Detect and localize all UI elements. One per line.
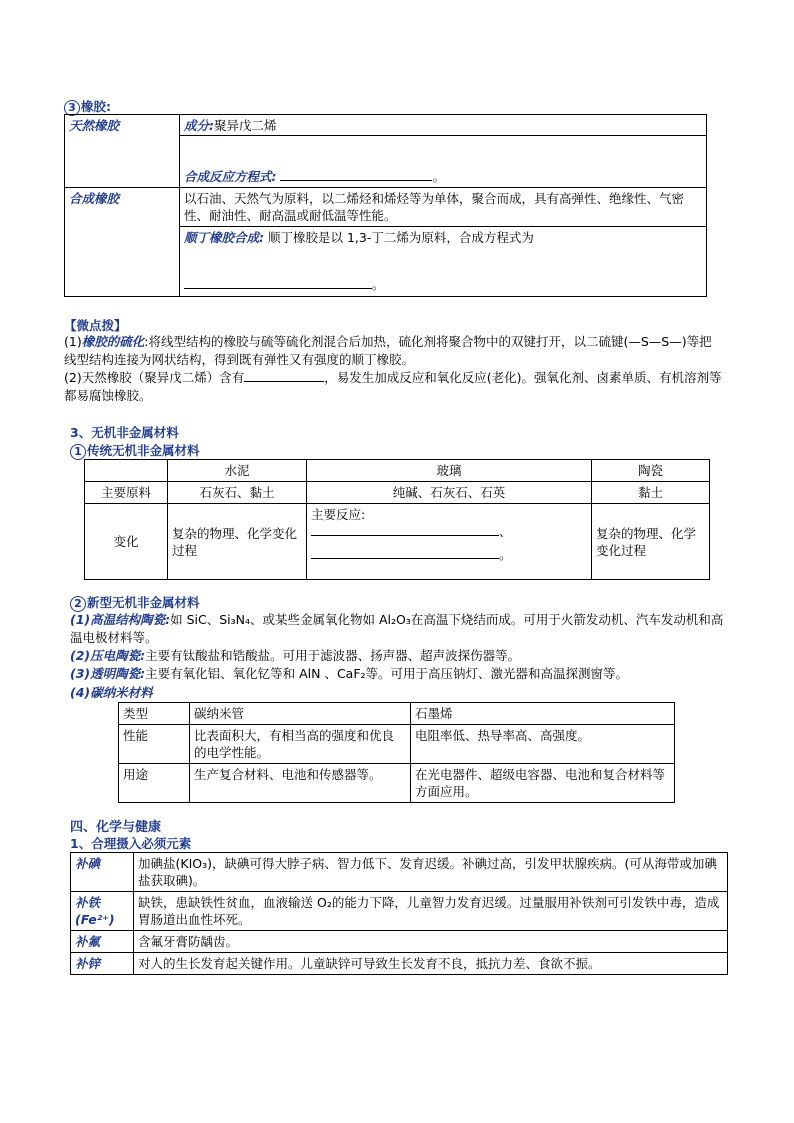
raw-ceramic: 黏土 xyxy=(592,482,710,504)
nano-header-tube: 碳纳米管 xyxy=(190,703,411,725)
col-glass: 玻璃 xyxy=(307,460,592,482)
nano-table xyxy=(118,702,675,803)
nano-cell: 比表面积大，有相当高的强度和优良的电学性能。 xyxy=(190,725,411,764)
rubber-table xyxy=(64,114,707,297)
col-cement: 水泥 xyxy=(168,460,307,482)
health-table xyxy=(70,852,728,975)
health-label: 补锌 xyxy=(71,953,134,975)
synthetic-rubber-desc: 以石油、天然气为原料，以二烯烃和烯烃等为单体，聚合而成，具有高弹性、绝缘性、气密性、耐油性、耐高温或耐低温等性能。 xyxy=(180,188,707,227)
nano-row-label: 用途 xyxy=(119,764,190,803)
col-ceramic: 陶瓷 xyxy=(592,460,710,482)
tips-heading: 【微点拨】 xyxy=(64,318,127,333)
nano-cell: 生产复合材料、电池和传感器等。 xyxy=(190,764,411,803)
row-change-label: 变化 xyxy=(85,504,168,580)
natural-rubber-cell: 成分:聚异戊二烯 合成反应方程式: 。 xyxy=(180,115,707,188)
new-material-4: (4)碳纳米材料 xyxy=(70,685,153,700)
equation-blank xyxy=(280,168,432,181)
glass-blank-1 xyxy=(311,523,499,536)
health-text: 含氟牙膏防龋齿。 xyxy=(134,931,728,953)
health-text: 对人的生长发育起关键作用。儿童缺锌可导致生长发育不良，抵抗力差、食欲不振。 xyxy=(134,953,728,975)
inorganic-heading: 3、无机非金属材料 xyxy=(70,425,179,440)
health-subheading: 1、合理摄入必须元素 xyxy=(70,836,192,851)
new-material-2: (2)压电陶瓷:主要有钛酸盐和锆酸盐。可用于滤波器、扬声器、超声波探伤器等。 xyxy=(70,648,521,663)
synthetic-rubber-label: 合成橡胶 xyxy=(65,188,180,297)
cis-equation-blank xyxy=(184,276,372,289)
row-raw-label: 主要原料 xyxy=(85,482,168,504)
nano-cell: 在光电器件、超级电容器、电池和复合材料等方面应用。 xyxy=(411,764,675,803)
nano-header-graphene: 石墨烯 xyxy=(411,703,675,725)
nano-header-type: 类型 xyxy=(119,703,190,725)
raw-glass: 纯碱、石灰石、石英 xyxy=(307,482,592,504)
health-label: 补碘 xyxy=(71,853,134,892)
tip-1: (1)橡胶的硫化:将线型结构的橡胶与硫等硫化剂混合后加热，硫化剂将聚合物中的双键打开，以二硫键(—S—S—)等把线型结构连接为网状结构，得到既有弹性又有强度的顺丁橡胶。 xyxy=(64,334,712,367)
new-material-1: (1)高温结构陶瓷:如 SiC、Si₃N₄、或某些金属氧化物如 Al₂O₃在高温下烧结而成。可用于火箭发动机、汽车发动机和高温电极材料等。 xyxy=(70,612,724,645)
glass-blank-2 xyxy=(311,546,499,559)
health-text: 加碘盐(KIO₃)，缺碘可得大脖子病、智力低下、发育迟缓。补碘过高，引发甲状腺疾病。(可从海带或加碘盐获取碘)。 xyxy=(134,853,728,892)
nano-row-label: 性能 xyxy=(119,725,190,764)
traditional-table xyxy=(84,459,710,580)
traditional-heading: 1 传统无机非金属材料 xyxy=(70,441,200,460)
nano-cell: 电阻率低、热导率高、高强度。 xyxy=(411,725,675,764)
health-text: 缺铁，患缺铁性贫血，血液输送 O₂的能力下降，儿童智力发育迟缓。过量服用补铁剂可引发铁中毒，造成胃肠道出血性坏死。 xyxy=(134,892,728,931)
change-glass: 主要反应: 、 。 xyxy=(307,504,592,580)
cis-rubber-cell: 顺丁橡胶合成: 顺丁橡胶是以 1,3-丁二烯为原料，合成方程式为 。 xyxy=(180,227,707,297)
health-label: 补铁(Fe²⁺) xyxy=(71,892,134,931)
change-cement: 复杂的物理、化学变化过程 xyxy=(168,504,307,580)
natural-rubber-label: 天然橡胶 xyxy=(65,115,180,188)
tip-2: (2)天然橡胶（聚异戊二烯）含有 ，易发生加成反应和氧化反应(老化)。强氧化剂、卤素单质、有机溶剂等都易腐蚀橡胶。 xyxy=(64,370,722,403)
natural-rubber-composition: 聚异戊二烯 xyxy=(214,118,277,133)
new-material-3: (3)透明陶瓷:主要有氧化铝、氧化钇等和 AlN 、CaF₂等。可用于高压钠灯、激光器和高温探测窗等。 xyxy=(70,666,629,681)
circled-number: 3 xyxy=(64,100,80,116)
health-heading: 四、化学与健康 xyxy=(70,820,162,835)
change-ceramic: 复杂的物理、化学变化过程 xyxy=(592,504,710,580)
raw-cement: 石灰石、黏土 xyxy=(168,482,307,504)
rubber-heading: 3 橡胶: xyxy=(64,97,111,116)
tip-2-blank xyxy=(244,369,324,382)
health-label: 补氟 xyxy=(71,931,134,953)
new-materials-heading: 2 新型无机非金属材料 xyxy=(70,593,200,612)
